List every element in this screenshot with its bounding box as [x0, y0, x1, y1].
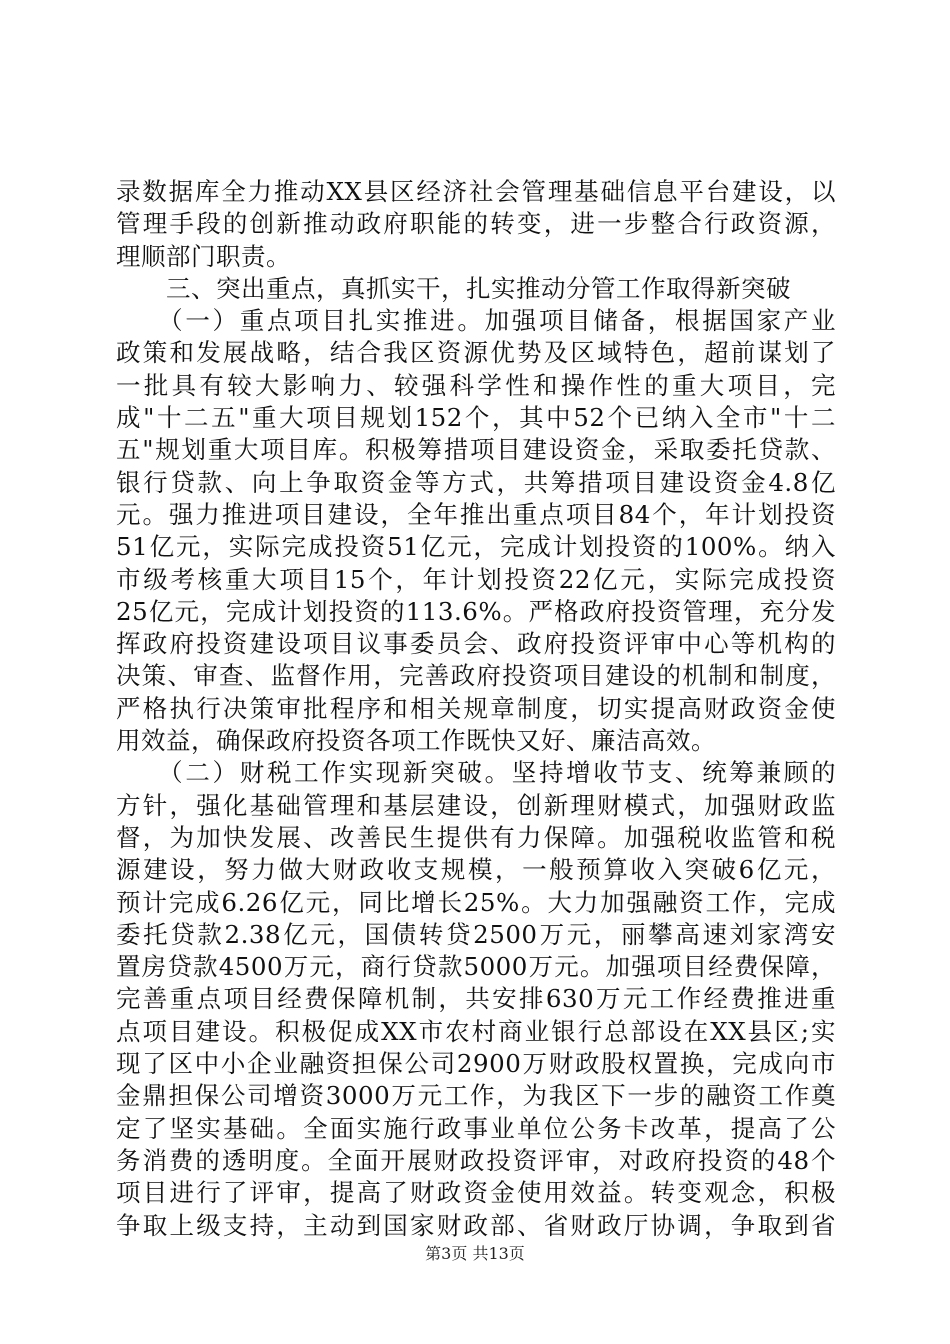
- text-line: 预计完成6.26亿元，同比增长25%。大力加强融资工作，完成: [116, 887, 836, 917]
- text-line: 三、突出重点，真抓实干，扎实推动分管工作取得新突破: [116, 273, 791, 303]
- text-line: 决策、审查、监督作用，完善政府投资项目建设的机制和制度，: [116, 661, 836, 691]
- text-line: 元。强力推进项目建设，全年推出重点项目84个，年计划投资: [116, 499, 836, 529]
- text-line: 政策和发展战略，结合我区资源优势及区域特色，超前谋划了: [116, 338, 836, 368]
- text-line: 争取上级支持，主动到国家财政部、省财政厅协调，争取到省: [116, 1210, 836, 1240]
- text-line: 成"十二五"重大项目规划152个，其中52个已纳入全市"十二: [116, 403, 836, 433]
- text-line: 严格执行决策审批程序和相关规章制度，切实提高财政资金使: [116, 693, 836, 723]
- page-footer: 第3页 共13页: [425, 1244, 525, 1263]
- text-line: 现了区中小企业融资担保公司2900万财政股权置换，完成向市: [116, 1049, 836, 1079]
- text-line: 项目进行了评审，提高了财政资金使用效益。转变观念，积极: [116, 1178, 836, 1208]
- text-line: 挥政府投资建设项目议事委员会、政府投资评审中心等机构的: [116, 629, 836, 659]
- text-line: 市级考核重大项目15个，年计划投资22亿元，实际完成投资: [116, 564, 836, 594]
- text-line: 银行贷款、向上争取资金等方式，共筹措项目建设资金4.8亿: [116, 467, 836, 497]
- text-line: 25亿元，完成计划投资的113.6%。严格政府投资管理，充分发: [116, 596, 836, 626]
- text-line: 定了坚实基础。全面实施行政事业单位公务卡改革，提高了公: [116, 1113, 836, 1143]
- text-line: 录数据库全力推动XX县区经济社会管理基础信息平台建设，以: [116, 177, 836, 206]
- text-line: 置房贷款4500万元，商行贷款5000万元。加强项目经费保障，: [116, 952, 836, 982]
- text-line: 51亿元，实际完成投资51亿元，完成计划投资的100%。纳入: [116, 532, 836, 562]
- text-line: （二）财税工作实现新突破。坚持增收节支、统筹兼顾的: [116, 758, 836, 788]
- text-line: 五"规划重大项目库。积极筹措项目建设资金，采取委托贷款、: [116, 435, 836, 465]
- text-line: 理顺部门职责。: [116, 241, 291, 271]
- text-line: 点项目建设。积极促成XX市农村商业银行总部设在XX县区;实: [116, 1016, 836, 1046]
- text-line: 管理手段的创新推动政府职能的转变，进一步整合行政资源，: [116, 209, 836, 239]
- text-line: 一批具有较大影响力、较强科学性和操作性的重大项目，完: [116, 370, 836, 400]
- text-line: 源建设，努力做大财政收支规模，一般预算收入突破6亿元，: [116, 855, 836, 885]
- document-body: [116, 176, 836, 1242]
- text-line: 委托贷款2.38亿元，国债转贷2500万元，丽攀高速刘家湾安: [116, 919, 836, 949]
- text-line: 金鼎担保公司增资3000万元工作，为我区下一步的融资工作奠: [116, 1081, 836, 1111]
- text-line: 用效益，确保政府投资各项工作既快又好、廉洁高效。: [116, 726, 716, 756]
- text-line: 务消费的透明度。全面开展财政投资评审，对政府投资的48个: [116, 1145, 836, 1175]
- text-line: （一）重点项目扎实推进。加强项目储备，根据国家产业: [116, 306, 836, 336]
- text-line: 完善重点项目经费保障机制，共安排630万元工作经费推进重: [116, 984, 836, 1014]
- text-line: 方针，强化基础管理和基层建设，创新理财模式，加强财政监: [116, 790, 836, 820]
- text-line: 督，为加快发展、改善民生提供有力保障。加强税收监管和税: [116, 822, 836, 852]
